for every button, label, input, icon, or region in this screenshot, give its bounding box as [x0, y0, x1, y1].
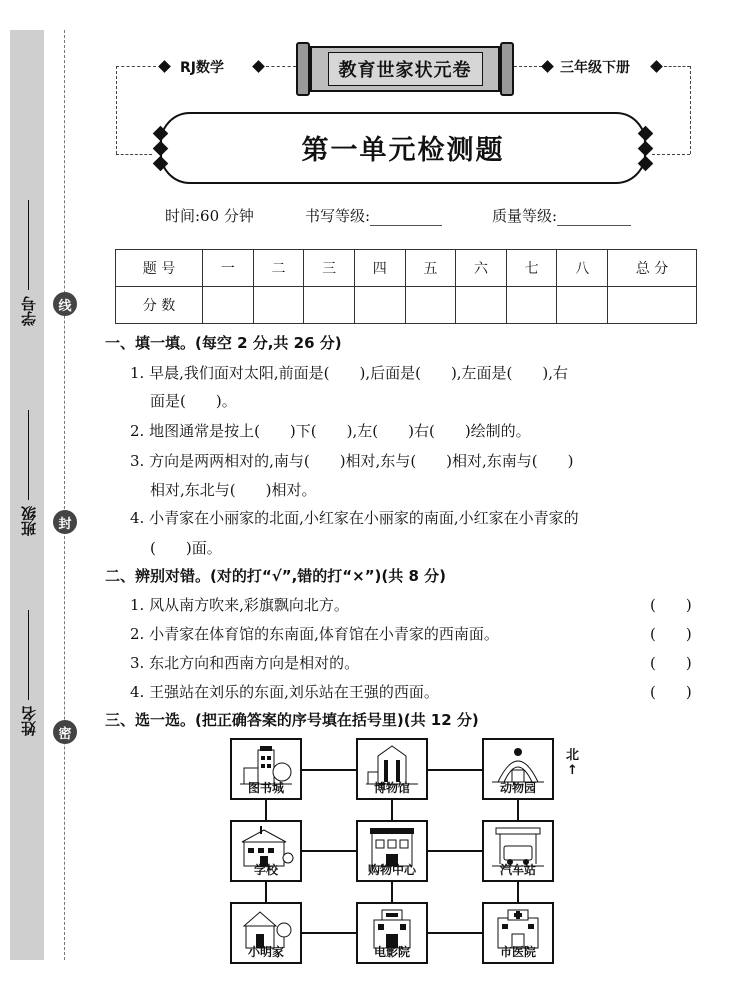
north-indicator	[566, 744, 579, 778]
table-row	[116, 287, 697, 324]
map-place-shopping-center	[356, 820, 428, 882]
class-field	[18, 410, 38, 536]
question-1-3-cont: 相对,东北与( )相对。	[150, 481, 317, 499]
table-header-cell: 五	[405, 250, 456, 287]
header-dashline-right	[664, 66, 690, 67]
question-2-3: 3. 东北方向和西南方向是相对的。	[130, 654, 360, 672]
scroll-roll-right	[500, 42, 514, 96]
diamond-icon	[158, 60, 171, 73]
answer-paren[interactable]: ( )	[650, 596, 692, 614]
series-scroll-banner	[296, 42, 514, 96]
map-road	[428, 769, 482, 771]
map-road	[517, 882, 519, 902]
score-cell[interactable]	[557, 287, 608, 324]
quality-grade-blank[interactable]	[557, 207, 631, 226]
question-1-1: 1. 早晨,我们面对太阳,前面是( ),后面是( ),左面是( ),右	[130, 364, 569, 382]
question-1-4: 4. 小青家在小丽家的北面,小红家在小丽家的南面,小红家在小青家的	[130, 509, 579, 527]
table-header-cell: 一	[203, 250, 254, 287]
writing-grade-blank[interactable]	[370, 207, 442, 226]
question-2-4: 4. 王强站在刘乐的东面,刘乐站在王强的西面。	[130, 683, 439, 701]
question-1-2: 2. 地图通常是按上( )下( ),左( )右( )绘制的。	[130, 422, 531, 440]
score-cell[interactable]	[203, 287, 254, 324]
map-road	[428, 850, 482, 852]
header-dashline	[514, 66, 542, 67]
subject-label: RJ数学	[180, 60, 224, 76]
place-label: 电影院	[373, 945, 410, 959]
page-title: 第一单元检测题	[301, 135, 505, 166]
map-road	[391, 882, 393, 902]
table-header-cell: 四	[354, 250, 405, 287]
answer-paren[interactable]: ( )	[650, 683, 692, 701]
writing-grade: 书写等级:	[305, 205, 442, 226]
table-header-cell: 总 分	[608, 250, 697, 287]
map-road	[302, 850, 356, 852]
score-cell[interactable]	[608, 287, 697, 324]
map-place-hospital	[482, 902, 554, 964]
quality-grade: 质量等级:	[492, 205, 631, 226]
map-road	[517, 800, 519, 820]
map-place-school	[230, 820, 302, 882]
table-header-cell: 题 号	[116, 250, 203, 287]
map-road	[302, 769, 356, 771]
score-table	[115, 249, 697, 324]
score-cell[interactable]	[405, 287, 456, 324]
map-place-xiaoming-home	[230, 902, 302, 964]
score-cell[interactable]	[456, 287, 507, 324]
table-header-cell: 七	[506, 250, 557, 287]
place-label: 动物园	[499, 781, 536, 795]
place-label: 博物馆	[373, 781, 410, 795]
diamond-icon	[650, 60, 663, 73]
header-dashline-left	[116, 66, 156, 67]
north-arrow-icon: ↑	[567, 763, 578, 778]
map-place-museum	[356, 738, 428, 800]
score-cell[interactable]	[304, 287, 355, 324]
question-1-1-cont: 面是( )。	[150, 392, 237, 410]
name-label: 姓名	[19, 706, 38, 736]
map-place-bookstore	[230, 738, 302, 800]
table-header-cell: 二	[253, 250, 304, 287]
place-label: 图书城	[247, 781, 284, 795]
seal-feng: 封	[53, 510, 77, 534]
seal-mi: 密	[53, 720, 77, 744]
score-cell[interactable]	[253, 287, 304, 324]
section3-title: 三、选一选。(把正确答案的序号填在括号里)(共 12 分)	[105, 711, 479, 729]
map-place-cinema	[356, 902, 428, 964]
grade-label: 三年级下册	[560, 60, 630, 76]
header-dashline	[266, 66, 296, 67]
map-road	[265, 882, 267, 902]
answer-paren[interactable]: ( )	[650, 654, 692, 672]
place-label: 汽车站	[499, 863, 536, 877]
answer-paren[interactable]: ( )	[650, 625, 692, 643]
section2-title: 二、辨别对错。(对的打“√”,错的打“×”)(共 8 分)	[105, 567, 447, 585]
scroll-roll-left	[296, 42, 310, 96]
map-road	[428, 932, 482, 934]
seal-xian: 线	[53, 292, 77, 316]
score-cell[interactable]	[506, 287, 557, 324]
question-2-1: 1. 风从南方吹来,彩旗飘向北方。	[130, 596, 349, 614]
score-cell[interactable]	[354, 287, 405, 324]
table-header-cell: 八	[557, 250, 608, 287]
series-title: 教育世家状元卷	[328, 52, 483, 86]
student-id-field	[18, 200, 38, 326]
question-2-2: 2. 小青家在体育馆的东南面,体育馆在小青家的西南面。	[130, 625, 499, 643]
place-label: 学校	[253, 863, 278, 877]
place-label: 购物中心	[367, 863, 416, 877]
table-row-label: 分 数	[116, 287, 203, 324]
map-place-zoo	[482, 738, 554, 800]
student-id-label: 学号	[19, 296, 38, 326]
map-road	[391, 800, 393, 820]
table-header-cell: 六	[456, 250, 507, 287]
name-field	[18, 610, 38, 736]
map-road	[302, 932, 356, 934]
table-header-cell: 三	[304, 250, 355, 287]
question-1-4-cont: ( )面。	[150, 539, 222, 557]
north-label: 北	[566, 748, 580, 763]
question-1-3: 3. 方向是两两相对的,南与( )相对,东与( )相对,东南与( )	[130, 452, 574, 470]
class-label: 班级	[19, 506, 38, 536]
map-road	[265, 800, 267, 820]
diamond-icon	[252, 60, 265, 73]
time-label: 时间:60 分钟	[165, 207, 254, 225]
table-row	[116, 250, 697, 287]
place-label: 小明家	[247, 945, 284, 959]
map-place-bus-station	[482, 820, 554, 882]
binding-dashed-line	[64, 30, 65, 960]
section1-title: 一、填一填。(每空 2 分,共 26 分)	[105, 334, 342, 352]
place-label: 市医院	[499, 945, 536, 959]
diamond-icon	[541, 60, 554, 73]
